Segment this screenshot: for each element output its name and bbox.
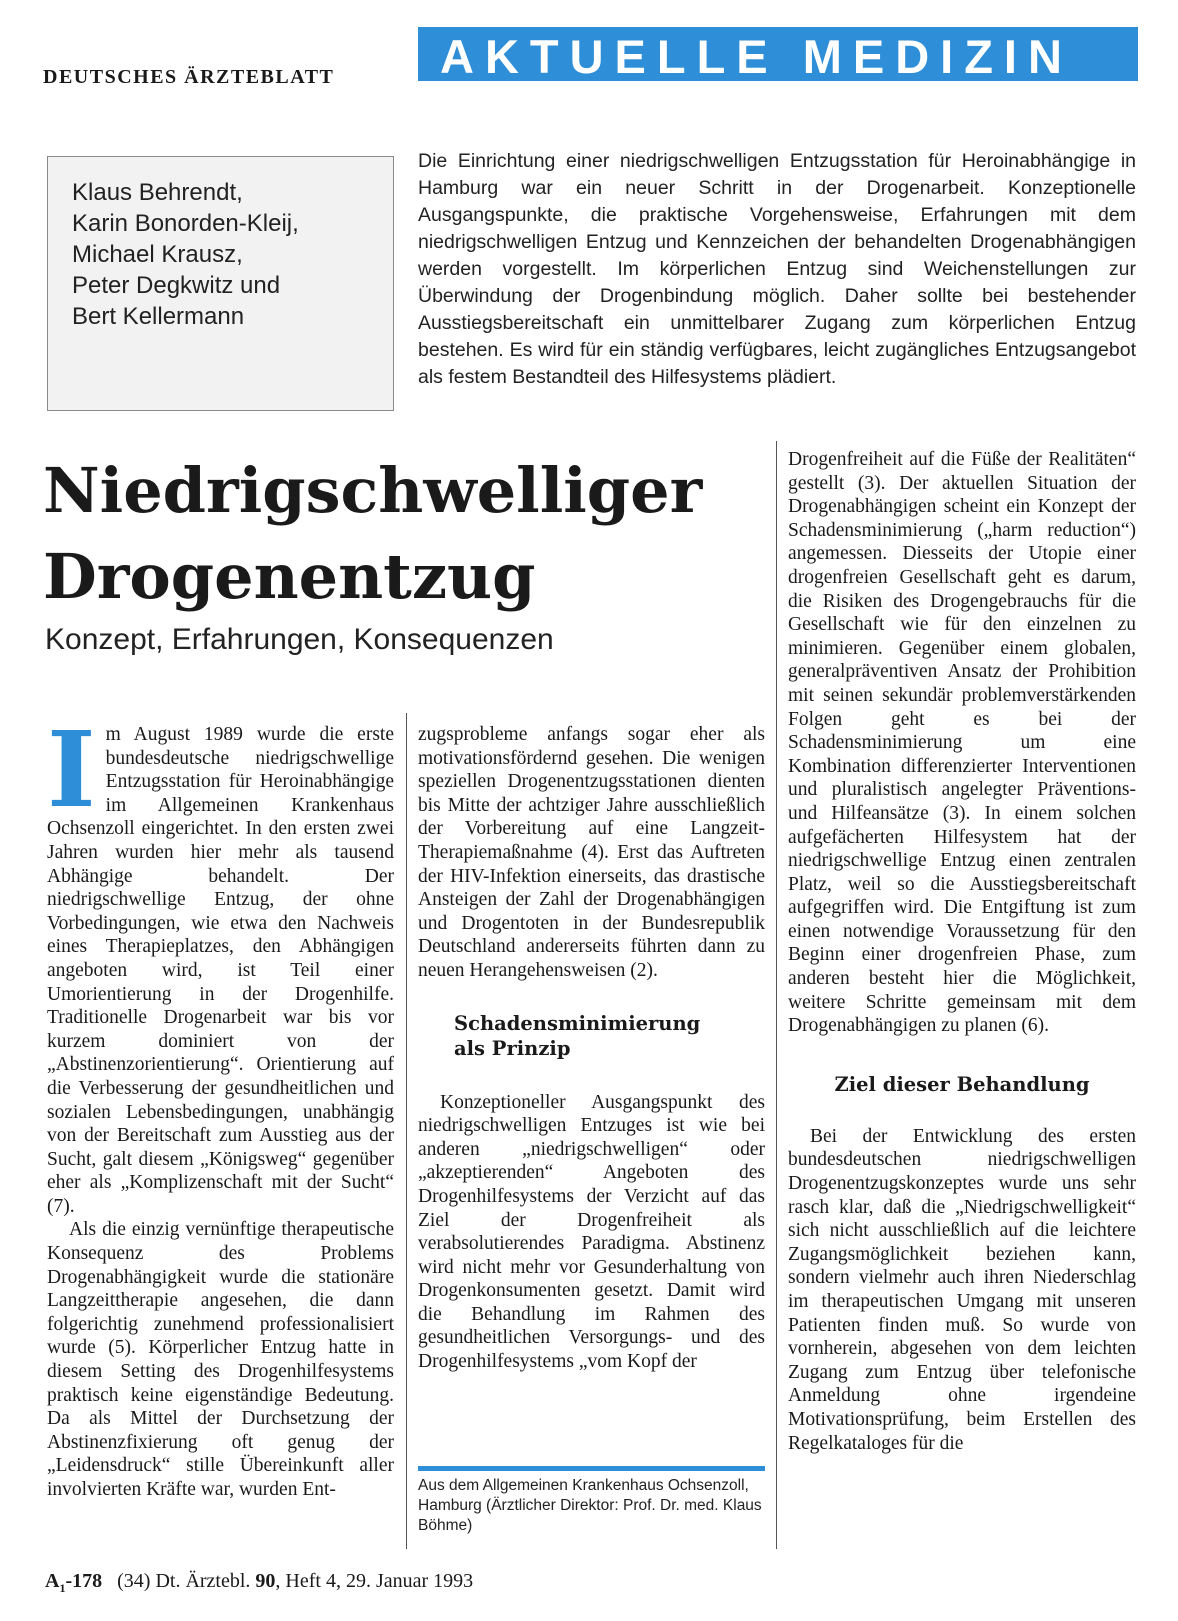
paragraph xyxy=(47,708,394,1218)
column-divider xyxy=(406,713,407,1549)
article-title xyxy=(43,448,702,620)
heading-line: Schadensminimierung xyxy=(454,1011,701,1035)
page-footer xyxy=(45,1570,473,1596)
issue-date: , Heft 4, 29. Januar 1993 xyxy=(275,1570,474,1592)
paragraph: zugsprobleme anfangs sogar eher als motivationsfördernd gesehen. Die wenigen speziellen Drogenentzugsstationen dienten bis Mitte der achtziger Jahre ausschließlich der Vorbereitung auf eine Langzeit-Therapiemaßnahme (4). Erst das Auftreten der HIV-Infektion einerseits, das drastische Ansteigen der Zahl der Drogenabhängigen und Drogentoten in der Bundesrepublik Deutschland andererseits führten dann zu neuen Herangehensweisen (2). xyxy=(418,724,765,981)
author: Bert Kellermann xyxy=(72,303,245,330)
paragraph: Konzeptioneller Ausgangspunkt des niedrigschwelligen Entzuges ist wie bei anderen „niedrigschwelligen“ oder „akzeptierenden“ Angeboten des Drogenhilfesystems der Verzicht auf das Ziel der Drogenfreiheit als verabsolutierendes Paradigma. Abstinenz wird nicht mehr vor Gesunderhaltung von Drogenkonsumenten gesetzt. Damit wird die Behandlung im Rahmen des gesundheitlichen Versorgungs- und des Drogenhilfesystems „vom Kopf der xyxy=(418,1091,765,1373)
body-column-2 xyxy=(418,723,765,1374)
column-divider xyxy=(776,441,777,1549)
journal-name: DEUTSCHES ÄRZTEBLATT xyxy=(43,66,335,88)
page-subscript: 1 xyxy=(59,1581,66,1595)
body-column-1 xyxy=(47,708,394,1502)
authors-box xyxy=(47,156,394,411)
section-banner xyxy=(418,27,1138,81)
author: Karin Bonorden-Kleij, xyxy=(72,210,299,237)
author: Michael Krausz, xyxy=(72,241,243,268)
citation: (34) Dt. Ärztebl. xyxy=(117,1570,251,1592)
article-subtitle: Konzept, Erfahrungen, Konsequenzen xyxy=(45,623,554,656)
author-list xyxy=(72,177,299,332)
page-prefix: A xyxy=(45,1570,60,1592)
heading-line: als Prinzip xyxy=(454,1036,571,1060)
title-line: Niedrigschwelliger xyxy=(43,454,703,527)
volume: 90 xyxy=(255,1570,276,1592)
paragraph: Als die einzig vernünftige therapeutische Konsequenz des Problems Drogenabhängigkeit wurde die stationäre Langzeittherapie angesehen, die dann folgerichtig zunehmend professionalisiert wurde (5). Körperlicher Entzug hatte in diesem Setting des Drogenhilfesystems praktisch keine eigenständige Bedeutung. Da als Mittel der Durchsetzung der Abstinenzfixierung oft genug der „Leidensdruck“ stille Übereinkunft aller involvierten Kräfte war, wurden Ent- xyxy=(47,1219,394,1500)
title-line: Drogenentzug xyxy=(43,540,536,613)
paragraph: Bei der Entwicklung des ersten bundesdeutschen niedrigschwelligen Drogenentzugskonzeptes wurde uns sehr rasch klar, daß die „Niedrigschwelligkeit“ sich nicht ausschließlich auf die leichtere Zugangsmöglichkeit beziehen kann, sondern vielmehr auch ihren Niederschlag im therapeutischen Umgang mit unseren Patienten finden muß. So wurde von vornherein, abgesehen von dem leichten Zugang zum Entzug über telefonische Anmeldung ohne irgendeine Motivationsprüfung, beim Erstellen des Regelkataloges für die xyxy=(788,1125,1136,1454)
paragraph-text: m August 1989 wurde die erste bundesdeutsche niedrigschwellige Entzugsstation für Heroinabhängige im Allgemeinen Krankenhaus Ochsenzoll eingerichtet. In den ersten zwei Jahren wurden hier mehr als tausend Abhängige behandelt. Der niedrigschwellige Entzug, der ohne Vorbedingungen, wie etwa den Nachweis eines Therapieplatzes, den Abhängigen angeboten wird, ist Teil einer Umorientierung in der Drogenhilfe. Traditionelle Drogenarbeit war bis vor kurzem dominiert von der „Abstinenzorientierung“. Orientierung auf die Verbesserung der gesundheitlichen und sozialen Lebensbedingungen, unabhängig von der Bereitschaft zum Ausstieg aus der Sucht, galt diesem „Königsweg“ gegenüber eher als „Komplizenschaft mit der Sucht“ (7). xyxy=(47,724,394,1217)
body-column-3 xyxy=(788,448,1136,1455)
abstract: Die Einrichtung einer niedrigschwelligen Entzugsstation für Heroinabhängige in Hamburg war ein neuer Schritt in der Drogenarbeit. Konzeptionelle Ausgangspunkte, die praktische Vorgehensweise, Erfahrungen mit dem niedrigschwelligen Entzug und Kennzeichen der behandelten Drogenabhängigen werden vorgestellt. Im körperlichen Entzug sind Weichenstellungen zur Überwindung der Drogenbindung möglich. Daher sollte bei bestehender Ausstiegsbereitschaft ein unmittelbarer Zugang zum körperlichen Entzug bestehen. Es wird für ein ständig verfügbares, leicht zugängliches Entzugsangebot als festem Bestandteil des Hilfesystems plädiert. xyxy=(418,150,1136,388)
author: Peter Degkwitz und xyxy=(72,272,281,299)
section-title: AKTUELLE MEDIZIN xyxy=(440,30,1073,83)
section-heading: Ziel dieser Behandlung xyxy=(834,1072,1090,1096)
author: Klaus Behrendt, xyxy=(72,179,243,206)
paragraph: Drogenfreiheit auf die Füße der Realitäten“ gestellt (3). Der aktuellen Situation der Drogenabhängigen scheint ein Konzept der Schadensminimierung („harm reduction“) angemessen. Diesseits der Utopie einer drogenfreien Gesellschaft geht es darum, die Risiken des Drogengebrauchs für die Gesellschaft wie für den einzelnen zu minimieren. Gegenüber einem globalen, generalpräventiven Ansatz der Prohibition mit seinen sekundär problemverstärkenden Folgen geht es bei der Schadensminimierung um eine Kombination differenzierter Interventionen und pluralistisch angelegter Präventions- und Hilfeansätze (3). In einem solchen aufgefächerten Hilfesystem hat der niedrigschwellige Entzug einen zentralen Platz, weil so die Ausstiegsbereitschaft aufgegriffen wird. Die Entgiftung ist zum einen notwendige Voraussetzung für den Beginn einer drogenfreien Phase, zum anderen besteht hier die Möglichkeit, weitere Schritte gemeinsam mit dem Drogenabhängigen zu planen (6). xyxy=(788,449,1136,1037)
footnote-rule xyxy=(418,1466,765,1471)
page-number: -178 xyxy=(65,1570,103,1592)
affiliation-footnote: Aus dem Allgemeinen Krankenhaus Ochsenzoll, Hamburg (Ärztlicher Direktor: Prof. Dr. med. Klaus Böhme) xyxy=(418,1477,762,1534)
drop-cap: I xyxy=(47,708,96,831)
section-heading xyxy=(454,1011,765,1061)
